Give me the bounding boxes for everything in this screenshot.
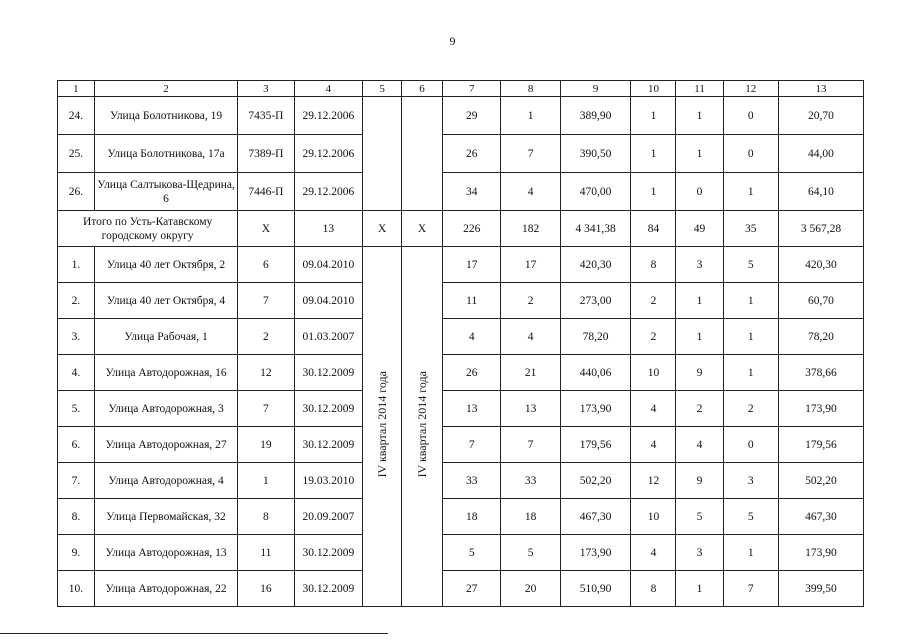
value-cell-c13: 173,90 (778, 535, 863, 571)
value-cell-c7: 4 (443, 319, 501, 355)
value-cell-c12: 5 (723, 247, 778, 283)
value-cell-c8: 33 (501, 463, 560, 499)
value-cell-c10: 10 (631, 499, 676, 535)
value-cell-c12: 1 (723, 535, 778, 571)
address-cell: Улица Болотникова, 19 (94, 97, 237, 135)
document-date-cell: 30.12.2009 (294, 391, 363, 427)
value-cell-c7: 26 (443, 135, 501, 173)
document-date-cell: 30.12.2009 (294, 355, 363, 391)
value-cell-c9: 420,30 (560, 247, 631, 283)
document-date-cell: 01.03.2007 (294, 319, 363, 355)
value-cell-c8: 4 (501, 319, 560, 355)
subtotal-label-cell: Итого по Усть-Катавскому городскому округу (58, 211, 238, 247)
table-row (58, 247, 864, 283)
value-cell-c13: 60,70 (778, 283, 863, 319)
value-cell-c13: 467,30 (778, 499, 863, 535)
value-cell-c12: 0 (723, 135, 778, 173)
column-number: 11 (676, 81, 723, 97)
subtotal-c4: 13 (294, 211, 363, 247)
period-col5-cell (363, 97, 402, 211)
document-number-cell: 7446-П (238, 173, 294, 211)
subtotal-row (58, 211, 864, 247)
row-number-cell: 5. (58, 391, 95, 427)
value-cell-c9: 173,90 (560, 535, 631, 571)
document-number-cell: 7389-П (238, 135, 294, 173)
document-date-cell: 09.04.2010 (294, 247, 363, 283)
table-row (58, 97, 864, 135)
address-cell: Улица Автодорожная, 4 (94, 463, 237, 499)
row-number-cell: 25. (58, 135, 95, 173)
document-number-cell: 12 (238, 355, 294, 391)
value-cell-c12: 2 (723, 391, 778, 427)
value-cell-c9: 179,56 (560, 427, 631, 463)
value-cell-c7: 11 (443, 283, 501, 319)
address-cell: Улица Первомайская, 32 (94, 499, 237, 535)
value-cell-c10: 4 (631, 427, 676, 463)
address-cell: Улица Салтыкова-Щедрина, 6 (94, 173, 237, 211)
value-cell-c12: 0 (723, 427, 778, 463)
column-number: 1 (58, 81, 95, 97)
value-cell-c13: 173,90 (778, 391, 863, 427)
value-cell-c11: 1 (676, 571, 723, 607)
value-cell-c7: 5 (443, 535, 501, 571)
column-number: 4 (294, 81, 363, 97)
value-cell-c13: 44,00 (778, 135, 863, 173)
value-cell-c11: 0 (676, 173, 723, 211)
column-number: 7 (443, 81, 501, 97)
value-cell-c12: 5 (723, 499, 778, 535)
value-cell-c10: 12 (631, 463, 676, 499)
value-cell-c9: 440,06 (560, 355, 631, 391)
row-number-cell: 26. (58, 173, 95, 211)
value-cell-c9: 389,90 (560, 97, 631, 135)
value-cell-c13: 420,30 (778, 247, 863, 283)
value-cell-c7: 29 (443, 97, 501, 135)
address-cell: Улица Автодорожная, 13 (94, 535, 237, 571)
value-cell-c10: 4 (631, 535, 676, 571)
value-cell-c11: 1 (676, 319, 723, 355)
value-cell-c10: 1 (631, 173, 676, 211)
value-cell-c8: 2 (501, 283, 560, 319)
column-number: 2 (94, 81, 237, 97)
row-number-cell: 7. (58, 463, 95, 499)
document-date-cell: 20.09.2007 (294, 499, 363, 535)
value-cell-c8: 5 (501, 535, 560, 571)
table-row (58, 135, 864, 173)
value-cell-c11: 9 (676, 463, 723, 499)
value-cell-c8: 21 (501, 355, 560, 391)
table-row (58, 355, 864, 391)
value-cell-c9: 510,90 (560, 571, 631, 607)
value-cell-c11: 5 (676, 499, 723, 535)
document-date-cell: 30.12.2009 (294, 571, 363, 607)
value-cell-c8: 7 (501, 135, 560, 173)
value-cell-c10: 2 (631, 319, 676, 355)
value-cell-c11: 1 (676, 135, 723, 173)
row-number-cell: 10. (58, 571, 95, 607)
value-cell-c12: 3 (723, 463, 778, 499)
value-cell-c7: 18 (443, 499, 501, 535)
table-row (58, 173, 864, 211)
value-cell-c12: 1 (723, 173, 778, 211)
value-cell-c10: 1 (631, 135, 676, 173)
table-body (58, 81, 864, 607)
value-cell-c8: 17 (501, 247, 560, 283)
value-cell-c10: 10 (631, 355, 676, 391)
column-number: 3 (238, 81, 294, 97)
value-cell-c12: 1 (723, 283, 778, 319)
document-number-cell: 8 (238, 499, 294, 535)
document-number-cell: 16 (238, 571, 294, 607)
value-cell-c8: 18 (501, 499, 560, 535)
value-cell-c13: 378,66 (778, 355, 863, 391)
row-number-cell: 1. (58, 247, 95, 283)
period-col6-cell (402, 97, 443, 211)
value-cell-c7: 26 (443, 355, 501, 391)
value-cell-c13: 78,20 (778, 319, 863, 355)
document-number-cell: 6 (238, 247, 294, 283)
address-cell: Улица Автодорожная, 3 (94, 391, 237, 427)
row-number-cell: 8. (58, 499, 95, 535)
table-row (58, 319, 864, 355)
value-cell-c7: 34 (443, 173, 501, 211)
table-row (58, 427, 864, 463)
value-cell-c10: 1 (631, 97, 676, 135)
housing-register-table (57, 80, 864, 607)
value-cell-c9: 467,30 (560, 499, 631, 535)
value-cell-c10: 8 (631, 247, 676, 283)
period-col5-cell (363, 247, 402, 607)
value-cell-c11: 3 (676, 535, 723, 571)
value-cell-c9: 470,00 (560, 173, 631, 211)
subtotal-c12: 35 (723, 211, 778, 247)
value-cell-c12: 1 (723, 355, 778, 391)
column-number: 9 (560, 81, 631, 97)
value-cell-c12: 7 (723, 571, 778, 607)
value-cell-c7: 7 (443, 427, 501, 463)
value-cell-c11: 9 (676, 355, 723, 391)
value-cell-c7: 33 (443, 463, 501, 499)
value-cell-c8: 13 (501, 391, 560, 427)
row-number-cell: 3. (58, 319, 95, 355)
period-col6-cell-text: IV квартал 2014 года (415, 371, 430, 478)
document-number-cell: 7 (238, 391, 294, 427)
address-cell: Улица 40 лет Октября, 2 (94, 247, 237, 283)
row-number-cell: 4. (58, 355, 95, 391)
subtotal-c8: 182 (501, 211, 560, 247)
table-row (58, 283, 864, 319)
value-cell-c11: 4 (676, 427, 723, 463)
table-row (58, 463, 864, 499)
value-cell-c7: 17 (443, 247, 501, 283)
row-number-cell: 24. (58, 97, 95, 135)
value-cell-c11: 2 (676, 391, 723, 427)
value-cell-c7: 27 (443, 571, 501, 607)
column-number: 5 (363, 81, 402, 97)
table-row (58, 499, 864, 535)
document-date-cell: 29.12.2006 (294, 135, 363, 173)
value-cell-c10: 4 (631, 391, 676, 427)
document-number-cell: 19 (238, 427, 294, 463)
row-number-cell: 9. (58, 535, 95, 571)
document-number-cell: 7435-П (238, 97, 294, 135)
document-number-cell: 1 (238, 463, 294, 499)
value-cell-c11: 1 (676, 283, 723, 319)
value-cell-c10: 8 (631, 571, 676, 607)
document-date-cell: 19.03.2010 (294, 463, 363, 499)
subtotal-c13: 3 567,28 (778, 211, 863, 247)
value-cell-c8: 7 (501, 427, 560, 463)
subtotal-c3: Х (238, 211, 294, 247)
subtotal-c7: 226 (443, 211, 501, 247)
period-col5-cell-text: IV квартал 2014 года (375, 371, 390, 478)
page-number: 9 (449, 34, 456, 48)
value-cell-c9: 78,20 (560, 319, 631, 355)
document-number-cell: 2 (238, 319, 294, 355)
value-cell-c10: 2 (631, 283, 676, 319)
table-row (58, 571, 864, 607)
subtotal-c10: 84 (631, 211, 676, 247)
document-number-cell: 7 (238, 283, 294, 319)
value-cell-c11: 1 (676, 97, 723, 135)
value-cell-c13: 20,70 (778, 97, 863, 135)
address-cell: Улица Рабочая, 1 (94, 319, 237, 355)
value-cell-c7: 13 (443, 391, 501, 427)
table-row (58, 535, 864, 571)
column-number: 8 (501, 81, 560, 97)
column-number-row (58, 81, 864, 97)
value-cell-c11: 3 (676, 247, 723, 283)
document-date-cell: 30.12.2009 (294, 535, 363, 571)
value-cell-c13: 179,56 (778, 427, 863, 463)
value-cell-c8: 1 (501, 97, 560, 135)
column-number: 10 (631, 81, 676, 97)
address-cell: Улица Автодорожная, 22 (94, 571, 237, 607)
value-cell-c9: 273,00 (560, 283, 631, 319)
subtotal-c5: Х (363, 211, 402, 247)
value-cell-c13: 399,50 (778, 571, 863, 607)
row-number-cell: 6. (58, 427, 95, 463)
value-cell-c9: 173,90 (560, 391, 631, 427)
address-cell: Улица 40 лет Октября, 4 (94, 283, 237, 319)
document-date-cell: 09.04.2010 (294, 283, 363, 319)
document-date-cell: 29.12.2006 (294, 97, 363, 135)
value-cell-c8: 4 (501, 173, 560, 211)
value-cell-c13: 502,20 (778, 463, 863, 499)
period-col6-cell (402, 247, 443, 607)
row-number-cell: 2. (58, 283, 95, 319)
subtotal-c9: 4 341,38 (560, 211, 631, 247)
column-number: 12 (723, 81, 778, 97)
column-number: 13 (778, 81, 863, 97)
document-number-cell: 11 (238, 535, 294, 571)
value-cell-c9: 390,50 (560, 135, 631, 173)
table-row (58, 391, 864, 427)
subtotal-c6: Х (402, 211, 443, 247)
value-cell-c12: 0 (723, 97, 778, 135)
column-number: 6 (402, 81, 443, 97)
value-cell-c8: 20 (501, 571, 560, 607)
value-cell-c9: 502,20 (560, 463, 631, 499)
address-cell: Улица Автодорожная, 16 (94, 355, 237, 391)
document-date-cell: 30.12.2009 (294, 427, 363, 463)
subtotal-c11: 49 (676, 211, 723, 247)
address-cell: Улица Болотникова, 17а (94, 135, 237, 173)
value-cell-c13: 64,10 (778, 173, 863, 211)
value-cell-c12: 1 (723, 319, 778, 355)
footnote-separator (0, 633, 388, 634)
address-cell: Улица Автодорожная, 27 (94, 427, 237, 463)
document-date-cell: 29.12.2006 (294, 173, 363, 211)
